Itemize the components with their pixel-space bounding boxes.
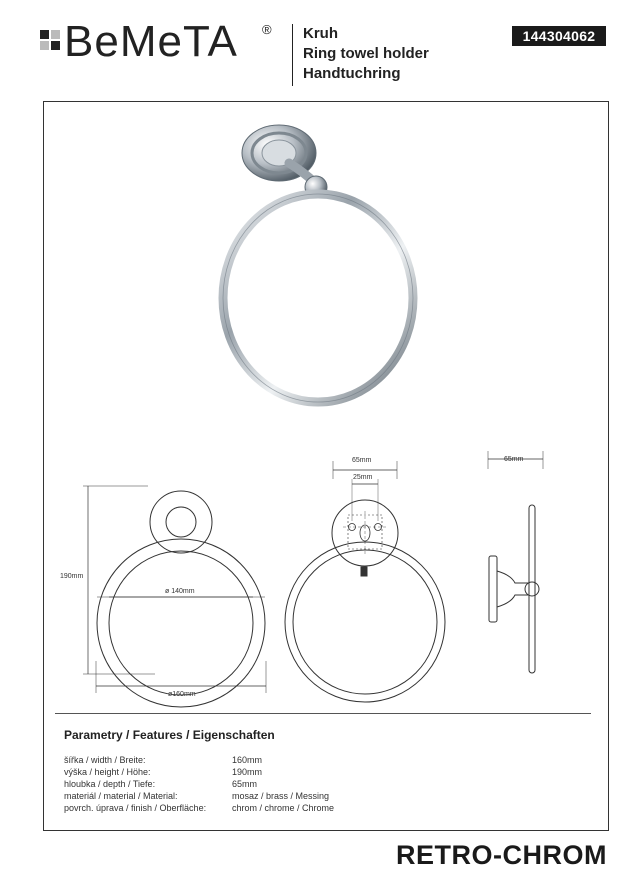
spec-label: hloubka / depth / Tiefe: — [64, 779, 156, 789]
product-code-badge: 144304062 — [512, 26, 606, 46]
rear-view — [285, 461, 445, 702]
spec-value: 160mm — [232, 755, 263, 765]
spec-label: materiál / material / Material: — [64, 791, 178, 801]
side-view — [488, 451, 543, 673]
spec-row-depth — [64, 778, 334, 790]
document-header — [0, 0, 629, 95]
brand-logo — [40, 17, 280, 66]
product-name-en: Ring towel holder — [303, 45, 429, 62]
spec-value: chrom / chrome / Chrome — [232, 803, 335, 813]
spec-row-height — [64, 766, 334, 778]
spec-value: 65mm — [232, 779, 258, 789]
spec-row-finish — [64, 802, 334, 814]
technical-drawing — [43, 101, 609, 713]
spec-row-material — [64, 790, 334, 802]
spec-value: mosaz / brass / Messing — [232, 791, 330, 801]
features-section — [64, 728, 334, 814]
spec-label: povrch. úprava / finish / Oberfläche: — [64, 803, 207, 813]
front-view — [83, 486, 266, 707]
features-title: Parametry / Features / Eigenschaften — [64, 728, 275, 742]
spec-label: šířka / width / Breite: — [64, 755, 146, 765]
drawing-canvas — [43, 101, 609, 713]
spec-value: 190mm — [232, 767, 263, 777]
header-divider — [292, 24, 293, 86]
dim-side-depth: 65mm — [504, 456, 524, 463]
registered-mark: ® — [262, 22, 272, 37]
product-name-cz: Kruh — [303, 25, 338, 42]
product-names — [303, 24, 429, 84]
section-divider — [55, 713, 591, 714]
dim-front-height: 190mm — [60, 573, 84, 580]
dim-rear-hole-spacing: 25mm — [353, 474, 373, 481]
product-photo — [223, 125, 413, 402]
dim-front-inner-diameter: ø 140mm — [165, 588, 195, 595]
brand-logo-text: BeMeTA — [64, 17, 238, 66]
product-name-de: Handtuchring — [303, 65, 401, 82]
dim-front-outer-diameter: ø160mm — [168, 691, 196, 698]
spec-row-width — [64, 754, 334, 766]
spec-label: výška / height / Höhe: — [64, 767, 151, 777]
brand-logo-mark-icon — [40, 30, 60, 52]
dim-rear-plate-width: 65mm — [352, 457, 372, 464]
series-name: RETRO-CHROM — [396, 840, 607, 870]
